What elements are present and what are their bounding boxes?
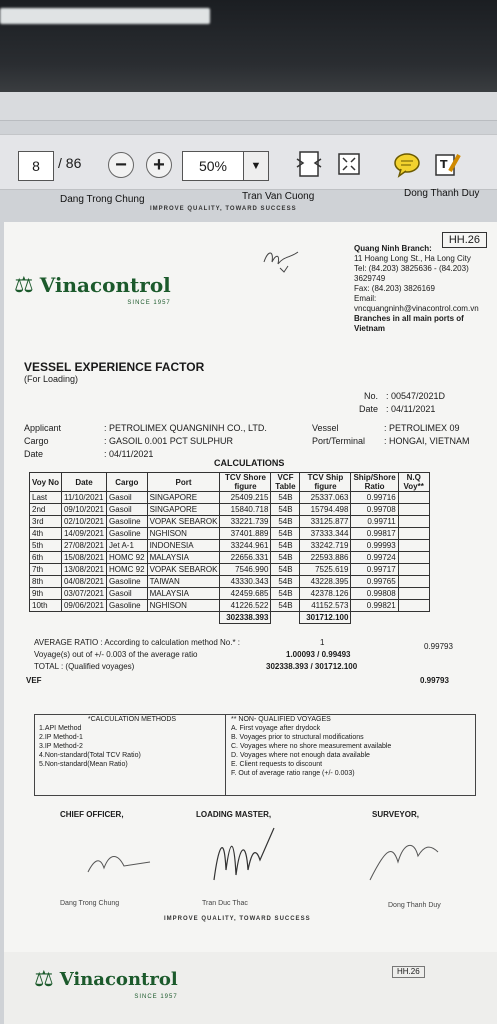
signature-mark: [262, 244, 302, 274]
table-cell: Gasoline: [107, 600, 148, 612]
table-cell: HOMC 92: [107, 552, 148, 564]
signer-name: Dong Thanh Duy: [388, 902, 441, 909]
table-cell: Gasoil: [107, 504, 148, 516]
table-cell: 54B: [271, 516, 300, 528]
vessel-label: Vessel: [312, 423, 339, 433]
table-cell: 43228.395: [300, 576, 351, 588]
col-header: VCF Table: [271, 473, 300, 492]
table-cell: 9th: [30, 588, 62, 600]
table-row: [30, 492, 430, 504]
table-cell: 14/09/2021: [61, 528, 106, 540]
table-cell: 0.99821: [351, 600, 398, 612]
brand-name: Vinacontrol: [59, 968, 178, 990]
form-code: HH.26: [442, 232, 487, 248]
sig-surveyor: SURVEYOR,: [372, 810, 419, 819]
average-ratio-label: AVERAGE RATIO : According to calculation method No.* :: [34, 638, 241, 647]
total-value: 302338.393 / 301712.100: [266, 662, 358, 671]
table-row: [30, 600, 430, 612]
doc-no-label: No.: [364, 391, 379, 401]
signature-officer: [84, 842, 154, 882]
method-item: 3.IP Method-2: [39, 743, 83, 750]
table-cell: 41226.522: [220, 600, 271, 612]
port-label: Port/Terminal: [312, 436, 366, 446]
vef-value: 0.99793: [420, 676, 449, 685]
table-cell: 42378.126: [300, 588, 351, 600]
branch-address: 11 Hoang Long St., Ha Long City: [354, 254, 471, 263]
branch-tel: Tel: (84.203) 3825636 - (84.203) 3629749: [354, 264, 469, 283]
col-header: Port: [147, 473, 220, 492]
svg-text:T: T: [440, 158, 448, 171]
table-cell: Gasoline: [107, 528, 148, 540]
cargo-label: Cargo: [24, 436, 49, 446]
methods-box: [34, 714, 476, 796]
nq-item: A. First voyage after drydock: [231, 725, 321, 732]
voyage-table: [29, 472, 430, 624]
table-cell: Gasoline: [107, 576, 148, 588]
table-cell: 0.99724: [351, 552, 398, 564]
table-cell: [398, 576, 429, 588]
table-cell: 6th: [30, 552, 62, 564]
method-item: 1.API Method: [39, 725, 82, 732]
table-cell: 03/07/2021: [61, 588, 106, 600]
col-header: Voy No: [30, 473, 62, 492]
table-sum-row: [30, 612, 430, 624]
branch-fax: Fax: (84.203) 3826169: [354, 284, 435, 293]
table-row: [30, 528, 430, 540]
table-cell: 0.99808: [351, 588, 398, 600]
table-cell: NGHISON: [147, 600, 220, 612]
table-cell: [398, 528, 429, 540]
col-header: Cargo: [107, 473, 148, 492]
table-cell: 0.99711: [351, 516, 398, 528]
table-cell: SINGAPORE: [147, 492, 220, 504]
table-row: [30, 552, 430, 564]
table-cell: 54B: [271, 564, 300, 576]
table-cell: 0.99817: [351, 528, 398, 540]
table-cell: 15794.498: [300, 504, 351, 516]
table-cell: 54B: [271, 576, 300, 588]
sum-shore: 302338.393: [220, 612, 271, 624]
nq-item: F. Out of average ratio range (+/- 0.003): [231, 770, 355, 777]
col-header: Ship/Shore Ratio: [351, 473, 398, 492]
table-row: [30, 564, 430, 576]
document-title: VESSEL EXPERIENCE FACTOR: [24, 360, 205, 374]
table-cell: Gasoline: [107, 516, 148, 528]
table-header-row: [30, 473, 430, 492]
table-cell: SINGAPORE: [147, 504, 220, 516]
method-item: 5.Non-standard(Mean Ratio): [39, 761, 128, 768]
nq-voyages: [231, 715, 471, 778]
menu-bar: [0, 92, 497, 121]
table-cell: 8th: [30, 576, 62, 588]
toolbar: [0, 134, 497, 190]
scales-icon: ⚖: [14, 272, 34, 297]
table-cell: 5th: [30, 540, 62, 552]
fit-page-icon[interactable]: [294, 149, 324, 181]
table-cell: 42459.685: [220, 588, 271, 600]
table-cell: MALAYSIA: [147, 588, 220, 600]
table-cell: 04/08/2021: [61, 576, 106, 588]
signer-name: Tran Van Cuong: [242, 191, 315, 202]
screen-glare: [0, 8, 210, 24]
table-cell: 0.99993: [351, 540, 398, 552]
nq-item: D. Voyages where not enough data available: [231, 752, 370, 759]
calc-methods-title: *CALCULATION METHODS: [87, 716, 177, 723]
table-cell: 7525.619: [300, 564, 351, 576]
vessel-value: : PETROLIMEX 09: [384, 423, 460, 433]
table-cell: 37401.889: [220, 528, 271, 540]
tagline: IMPROVE QUALITY, TOWARD SUCCESS: [150, 206, 297, 212]
monitor-bezel: [0, 0, 497, 92]
table-cell: 2nd: [30, 504, 62, 516]
table-cell: 37333.344: [300, 528, 351, 540]
table-cell: 0.99717: [351, 564, 398, 576]
table-cell: 09/10/2021: [61, 504, 106, 516]
signer-name: Dong Thanh Duy: [404, 188, 480, 199]
col-header: TCV Shore figure: [220, 473, 271, 492]
full-screen-icon[interactable]: [334, 149, 364, 181]
vinacontrol-logo: [34, 966, 178, 1000]
document-subtitle: (For Loading): [24, 374, 79, 384]
vef-label: VEF: [26, 676, 42, 685]
table-cell: 54B: [271, 588, 300, 600]
table-cell: [398, 600, 429, 612]
date-label: Date: [24, 449, 44, 459]
doc-no: : 00547/2021D: [386, 391, 446, 401]
signer-name: Dang Trong Chung: [60, 900, 120, 907]
tagline: IMPROVE QUALITY, TOWARD SUCCESS: [164, 916, 311, 922]
table-cell: [398, 492, 429, 504]
table-cell: 54B: [271, 600, 300, 612]
calc-methods: [39, 715, 226, 795]
table-cell: [398, 516, 429, 528]
total-label: TOTAL : (Qualified voyages): [34, 662, 135, 671]
table-cell: Gasoil: [107, 492, 148, 504]
table-cell: Last: [30, 492, 62, 504]
applicant-value: : PETROLIMEX QUANGNINH CO., LTD.: [104, 423, 267, 433]
table-cell: 54B: [271, 504, 300, 516]
spacer-cell: [30, 612, 220, 624]
nq-item: E. Client requests to discount: [231, 761, 323, 768]
cargo-value: : GASOIL 0.001 PCT SULPHUR: [104, 436, 234, 446]
brand-since: SINCE 1957: [127, 300, 171, 306]
table-cell: 09/06/2021: [61, 600, 106, 612]
table-cell: NGHISON: [147, 528, 220, 540]
table-cell: 0.99765: [351, 576, 398, 588]
spacer-cell: [271, 612, 300, 624]
table-cell: 41152.573: [300, 600, 351, 612]
branch-name: Quang Ninh Branch:: [354, 244, 432, 253]
col-header: Date: [61, 473, 106, 492]
vinacontrol-logo: [14, 272, 171, 306]
page-total: / 86: [58, 155, 82, 171]
form-code: HH.26: [392, 966, 425, 978]
scales-icon: ⚖: [34, 966, 54, 991]
zoom-in-button[interactable]: +: [146, 152, 172, 178]
table-cell: 15840.718: [220, 504, 271, 516]
signature-surveyor: [364, 832, 444, 892]
table-cell: 0.99708: [351, 504, 398, 516]
table-row: [30, 516, 430, 528]
table-row: [30, 540, 430, 552]
average-ratio-value: 0.99793: [424, 642, 453, 651]
table-cell: 54B: [271, 552, 300, 564]
table-cell: 54B: [271, 528, 300, 540]
nq-item: C. Voyages where no shore measurement available: [231, 743, 392, 750]
table-cell: VOPAK SEBAROK: [147, 564, 220, 576]
table-cell: TAIWAN: [147, 576, 220, 588]
signature-master: [204, 820, 284, 890]
table-cell: 54B: [271, 492, 300, 504]
next-page-preview: [4, 952, 497, 1024]
signer-name: Dang Trong Chung: [60, 194, 145, 205]
table-row: [30, 504, 430, 516]
highlight-text-icon[interactable]: [432, 149, 462, 181]
doc-date-label: Date: [359, 404, 379, 414]
voyage-range-value: 1.00093 / 0.99493: [286, 650, 351, 659]
table-cell: [398, 552, 429, 564]
average-method: 1: [320, 638, 325, 647]
sum-ship: 301712.100: [300, 612, 351, 624]
brand-since: SINCE 1957: [134, 994, 178, 1000]
table-cell: HOMC 92: [107, 564, 148, 576]
table-cell: 22593.886: [300, 552, 351, 564]
page-number-input[interactable]: 8: [18, 151, 54, 181]
signer-name: Tran Duc Thac: [202, 900, 248, 907]
col-header: N.Q Voy**: [398, 473, 429, 492]
sig-chief-officer: CHIEF OFFICER,: [60, 810, 124, 819]
table-cell: 7546.990: [220, 564, 271, 576]
nq-title: ** NON- QUALIFIED VOYAGES: [231, 716, 331, 723]
calculations-heading: CALCULATIONS: [214, 458, 285, 468]
branch-email: Email: vncquangninh@vinacontrol.com.vn: [354, 294, 479, 313]
doc-date: : 04/11/2021: [386, 404, 436, 414]
table-cell: 11/10/2021: [61, 492, 106, 504]
table-cell: 4th: [30, 528, 62, 540]
table-cell: Jet A-1: [107, 540, 148, 552]
voyage-range-label: Voyage(s) out of +/- 0.003 of the average ratio: [34, 650, 198, 659]
date-value: : 04/11/2021: [104, 449, 154, 459]
table-cell: 0.99716: [351, 492, 398, 504]
zoom-select[interactable]: 50%: [182, 151, 244, 181]
table-cell: 43330.343: [220, 576, 271, 588]
table-cell: [398, 504, 429, 516]
table-row: [30, 588, 430, 600]
table-cell: [398, 540, 429, 552]
branch-ports: Branches in all main ports of Vietnam: [354, 314, 464, 333]
table-cell: MALAYSIA: [147, 552, 220, 564]
table-cell: 7th: [30, 564, 62, 576]
spacer-cell: [351, 612, 429, 624]
table-cell: 25337.063: [300, 492, 351, 504]
col-header: TCV Ship figure: [300, 473, 351, 492]
nq-item: B. Voyages prior to structural modifications: [231, 734, 364, 741]
table-cell: 3rd: [30, 516, 62, 528]
sig-loading-master: LOADING MASTER,: [196, 810, 272, 819]
table-cell: 25409.215: [220, 492, 271, 504]
comment-icon[interactable]: [392, 149, 422, 181]
brand-name: Vinacontrol: [39, 273, 171, 297]
table-cell: 33221.739: [220, 516, 271, 528]
table-cell: 27/08/2021: [61, 540, 106, 552]
table-row: [30, 576, 430, 588]
table-cell: [398, 588, 429, 600]
method-item: 2.IP Method-1: [39, 734, 83, 741]
port-value: : HONGAI, VIETNAM: [384, 436, 470, 446]
branch-info: [354, 244, 494, 334]
table-cell: INDONESIA: [147, 540, 220, 552]
table-cell: 15/08/2021: [61, 552, 106, 564]
table-cell: 33125.877: [300, 516, 351, 528]
table-cell: Gasoil: [107, 588, 148, 600]
table-cell: 10th: [30, 600, 62, 612]
table-cell: [398, 564, 429, 576]
table-cell: 54B: [271, 540, 300, 552]
zoom-out-button[interactable]: −: [108, 152, 134, 178]
chevron-down-icon[interactable]: ▼: [243, 151, 269, 181]
table-cell: 13/08/2021: [61, 564, 106, 576]
applicant-label: Applicant: [24, 423, 62, 433]
table-cell: 33242.719: [300, 540, 351, 552]
pdf-viewer: [0, 92, 497, 1024]
table-cell: VOPAK SEBAROK: [147, 516, 220, 528]
document-page: [4, 222, 497, 1012]
table-cell: 02/10/2021: [61, 516, 106, 528]
table-cell: 33244.961: [220, 540, 271, 552]
method-item: 4.Non-standard(Total TCV Ratio): [39, 752, 141, 759]
table-cell: 22656.331: [220, 552, 271, 564]
